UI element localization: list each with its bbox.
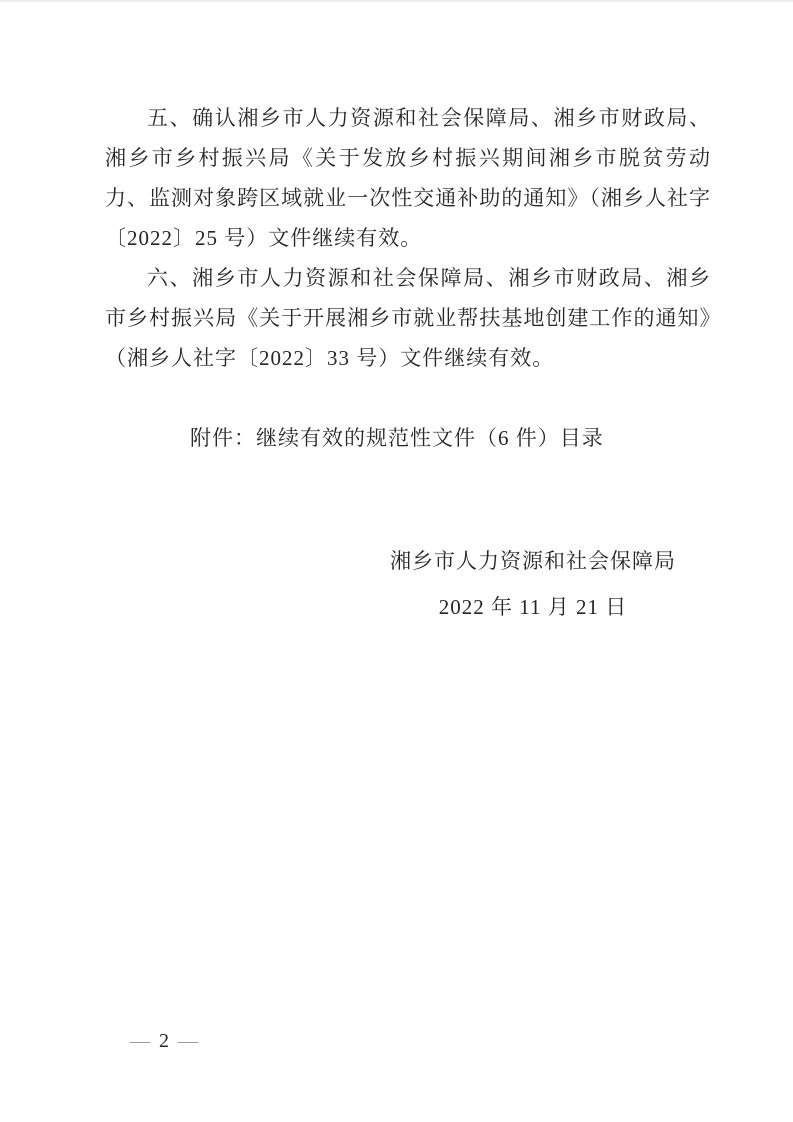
body-paragraph-item-6: 六、湘乡市人力资源和社会保障局、湘乡市财政局、湘乡市乡村振兴局《关于开展湘乡市就业帮扶基地创建工作的通知》（湘乡人社字〔2022〕33 号）文件继续有效。: [105, 266, 711, 370]
attachment-line: 附件：继续有效的规范性文件（6 件）目录: [190, 426, 604, 450]
document-body: [105, 98, 711, 630]
page-number-dash-right: —: [178, 1030, 198, 1052]
scan-edge-line: [0, 0, 793, 2]
signature-issuer: 湘乡市人力资源和社会保障局: [390, 549, 676, 573]
signature-date: 2022 年 11 月 21 日: [438, 595, 628, 619]
body-paragraph-item-5: 五、确认湘乡市人力资源和社会保障局、湘乡市财政局、湘乡市乡村振兴局《关于发放乡村振兴期间湘乡市脱贫劳动力、监测对象跨区域就业一次性交通补助的通知》（湘乡人社字〔2022〕25 号）文件继续有效。: [105, 106, 711, 250]
signature-inner: [390, 538, 676, 630]
page-number-dash-left: —: [130, 1030, 150, 1052]
signature-block: [105, 538, 711, 630]
page-number: [130, 1030, 198, 1053]
page-number-value: 2: [159, 1030, 169, 1052]
